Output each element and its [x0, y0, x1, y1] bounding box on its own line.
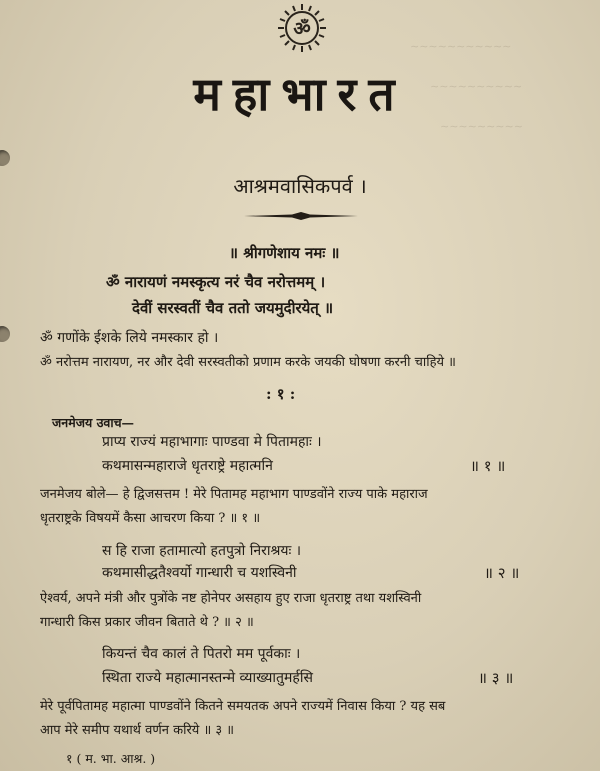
page-footer: १ ( म. भा. आश्र. ) — [66, 751, 156, 766]
binding-hole — [0, 326, 10, 342]
verse-number: ॥ १ ॥ — [470, 457, 506, 475]
translation-line: ॐ नरोत्तम नारायण, नर और देवी सरस्वतीको प्रणाम करके जयकी घोषणा करनी चाहिये ॥ — [40, 355, 456, 370]
verse-number: ॥ ३ ॥ — [478, 669, 514, 687]
bleed-through-text: ∼∼∼∼∼∼∼∼∼∼ — [430, 80, 523, 93]
verse-line: कथमासन्महाराजे धृतराष्ट्रे महात्मनि — [102, 458, 273, 474]
shloka-line: ॐ नारायणं नमस्कृत्य नरं चैव नरोत्तमम् । — [106, 273, 326, 291]
translation-line: जनमेजय बोले— हे द्विजसत्तम ! मेरे पितामह महाभाग पाण्डवोंने राज्य पाके महाराज — [40, 487, 428, 502]
translation-line: ऐश्वर्य, अपने मंत्री और पुत्रोंके नष्ट होनेपर असहाय हुए राजा धृतराष्ट्र तथा यशस्विनी — [40, 591, 422, 606]
translation-line: धृतराष्ट्रके विषयमें कैसा आचरण किया ? ॥ १ ॥ — [40, 511, 261, 526]
chapter-number: : १ : — [266, 385, 296, 403]
translation-line: ॐ गणोंके ईशके लिये नमस्कार हो । — [40, 330, 219, 346]
om-seal-icon — [276, 2, 328, 54]
book-title: महाभारत — [193, 67, 407, 121]
verse-line: कथमासीद्धतैश्वर्यो गान्धारी च यशस्विनी — [102, 565, 297, 581]
translation-line: आप मेरे समीप यथार्थ वर्णन करिये ॥ ३ ॥ — [40, 723, 235, 738]
shloka-line: देवीं सरस्वतीं चैव ततो जयमुदीरयेत् ॥ — [132, 299, 334, 317]
binding-hole — [0, 150, 10, 166]
verse-number: ॥ २ ॥ — [484, 564, 520, 582]
speaker-label: जनमेजय उवाच— — [52, 415, 135, 430]
bleed-through-text: ∼∼∼∼∼∼∼∼∼ — [440, 120, 523, 133]
verse-line: प्राप्य राज्यं महाभागाः पाण्डवा मे पितामहाः । — [102, 434, 322, 450]
parva-title: आश्रमवासिकपर्व । — [233, 174, 367, 198]
verse-line: स हि राजा हतामात्यो हतपुत्रो निराश्रयः । — [102, 543, 302, 559]
invocation: ॥ श्रीगणेशाय नमः ॥ — [229, 244, 340, 262]
translation-line: मेरे पूर्वपितामह महात्मा पाण्डवोंने कितने समयतक अपने राज्यमें निवास किया ? यह सब — [40, 699, 446, 714]
verse-line: स्थिता राज्ये महात्मानस्तन्मे व्याख्यातुमर्हसि — [102, 670, 313, 686]
ornamental-divider-icon — [242, 209, 360, 223]
verse-line: कियन्तं चैव कालं ते पितरो मम पूर्वकाः । — [102, 646, 301, 662]
bleed-through-text: ∼∼∼∼∼∼∼∼∼∼∼ — [410, 40, 512, 53]
svg-text:ॐ: ॐ — [293, 18, 311, 40]
translation-line: गान्धारी किस प्रकार जीवन बिताते थे ? ॥ २ ॥ — [40, 615, 254, 630]
